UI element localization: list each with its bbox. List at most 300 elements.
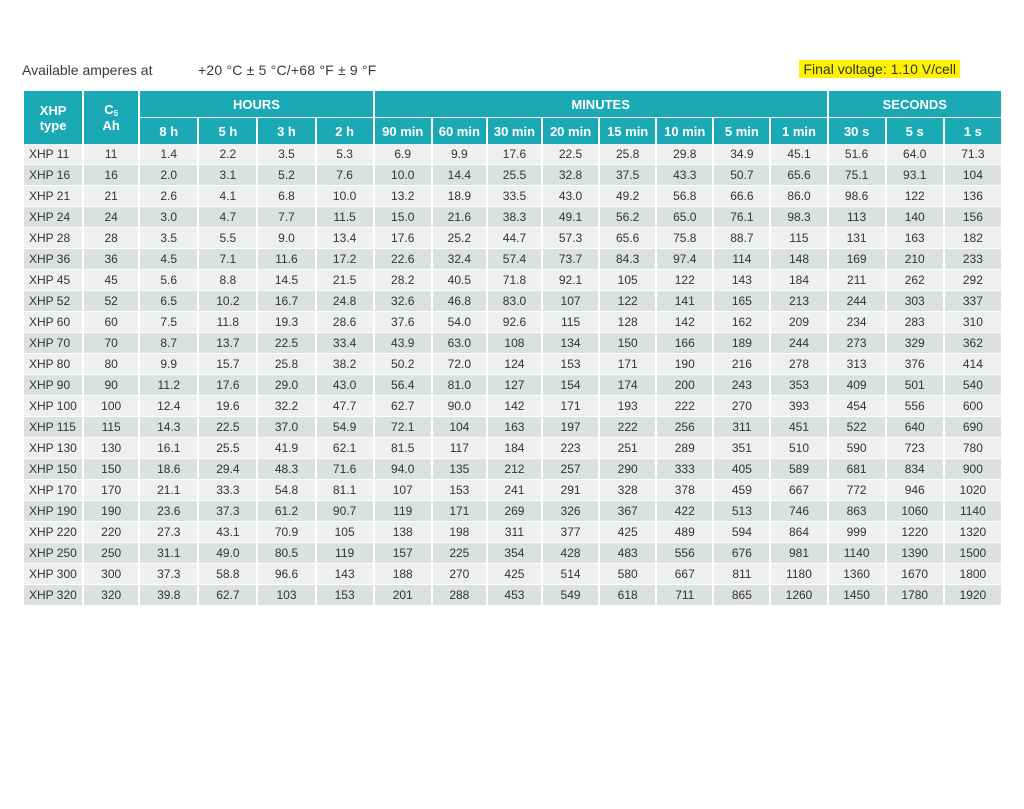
cell-amperes: 589	[771, 459, 826, 480]
cell-amperes: 393	[771, 396, 826, 417]
cell-amperes: 48.3	[258, 459, 314, 480]
cell-amperes: 414	[945, 354, 1001, 375]
cell-capacity: 300	[84, 564, 138, 585]
temperature-condition: +20 °C ± 5 °C/+68 °F ± 9 °F	[198, 62, 377, 78]
cell-amperes: 9.9	[140, 354, 197, 375]
cell-amperes: 62.7	[199, 585, 256, 606]
cell-amperes: 483	[600, 543, 655, 564]
header-subcol: 3 h	[258, 118, 314, 144]
cell-amperes: 489	[657, 522, 712, 543]
cell-amperes: 44.7	[488, 228, 541, 249]
cell-amperes: 71.6	[317, 459, 373, 480]
cell-amperes: 1.4	[140, 144, 197, 165]
cell-amperes: 556	[887, 396, 943, 417]
cell-amperes: 22.5	[258, 333, 314, 354]
cell-amperes: 333	[657, 459, 712, 480]
cell-amperes: 93.1	[887, 165, 943, 186]
cell-amperes: 15.7	[199, 354, 256, 375]
cell-amperes: 113	[829, 207, 885, 228]
cell-capacity: 115	[84, 417, 138, 438]
cell-amperes: 311	[488, 522, 541, 543]
cell-amperes: 50.2	[375, 354, 431, 375]
cell-amperes: 46.8	[433, 291, 486, 312]
cell-amperes: 3.5	[140, 228, 197, 249]
cell-amperes: 549	[543, 585, 598, 606]
table-row	[24, 354, 1001, 375]
cell-amperes: 946	[887, 480, 943, 501]
cell-amperes: 24.8	[317, 291, 373, 312]
cell-amperes: 57.3	[543, 228, 598, 249]
cell-amperes: 49.1	[543, 207, 598, 228]
header-subcol: 1 min	[771, 118, 826, 144]
cell-amperes: 864	[771, 522, 826, 543]
cell-amperes: 37.0	[258, 417, 314, 438]
cell-amperes: 8.8	[199, 270, 256, 291]
cell-amperes: 354	[488, 543, 541, 564]
cell-amperes: 5.2	[258, 165, 314, 186]
cell-amperes: 189	[714, 333, 769, 354]
header-subcol: 10 min	[657, 118, 712, 144]
table-row	[24, 186, 1001, 207]
cell-amperes: 667	[657, 564, 712, 585]
cell-amperes: 234	[829, 312, 885, 333]
cell-amperes: 188	[375, 564, 431, 585]
cell-amperes: 29.4	[199, 459, 256, 480]
cell-amperes: 72.0	[433, 354, 486, 375]
cell-amperes: 1020	[945, 480, 1001, 501]
cell-amperes: 283	[887, 312, 943, 333]
cell-amperes: 676	[714, 543, 769, 564]
cell-amperes: 122	[600, 291, 655, 312]
cell-amperes: 999	[829, 522, 885, 543]
cell-amperes: 162	[714, 312, 769, 333]
cell-amperes: 157	[375, 543, 431, 564]
cell-amperes: 1800	[945, 564, 1001, 585]
cell-amperes: 64.0	[887, 144, 943, 165]
cell-amperes: 7.5	[140, 312, 197, 333]
cell-amperes: 127	[488, 375, 541, 396]
cell-amperes: 233	[945, 249, 1001, 270]
table-row	[24, 333, 1001, 354]
cell-amperes: 22.5	[543, 144, 598, 165]
cell-amperes: 23.6	[140, 501, 197, 522]
cell-amperes: 640	[887, 417, 943, 438]
header-subcol: 60 min	[433, 118, 486, 144]
cell-amperes: 142	[657, 312, 712, 333]
cell-amperes: 58.8	[199, 564, 256, 585]
cell-amperes: 22.6	[375, 249, 431, 270]
cell-amperes: 216	[714, 354, 769, 375]
cell-amperes: 1360	[829, 564, 885, 585]
available-amperes-label: Available amperes at	[22, 62, 153, 78]
cell-amperes: 811	[714, 564, 769, 585]
cell-amperes: 590	[829, 438, 885, 459]
cell-amperes: 135	[433, 459, 486, 480]
table-row	[24, 270, 1001, 291]
cell-amperes: 289	[657, 438, 712, 459]
cell-amperes: 29.0	[258, 375, 314, 396]
cell-amperes: 8.7	[140, 333, 197, 354]
table-row	[24, 291, 1001, 312]
cell-amperes: 32.2	[258, 396, 314, 417]
cell-amperes: 213	[771, 291, 826, 312]
cell-amperes: 107	[375, 480, 431, 501]
table-row	[24, 522, 1001, 543]
cell-amperes: 104	[945, 165, 1001, 186]
cell-amperes: 723	[887, 438, 943, 459]
cell-type: XHP 80	[24, 354, 82, 375]
cell-amperes: 62.7	[375, 396, 431, 417]
cell-amperes: 25.5	[488, 165, 541, 186]
cell-amperes: 73.7	[543, 249, 598, 270]
cell-amperes: 428	[543, 543, 598, 564]
cell-amperes: 19.3	[258, 312, 314, 333]
cell-capacity: 220	[84, 522, 138, 543]
cell-amperes: 1060	[887, 501, 943, 522]
cell-amperes: 13.4	[317, 228, 373, 249]
cell-amperes: 140	[887, 207, 943, 228]
cell-amperes: 292	[945, 270, 1001, 291]
header-subcol: 5 h	[199, 118, 256, 144]
header-group-hours: HOURS	[140, 91, 372, 118]
header-subcol: 15 min	[600, 118, 655, 144]
cell-amperes: 405	[714, 459, 769, 480]
cell-amperes: 5.6	[140, 270, 197, 291]
cell-amperes: 270	[433, 564, 486, 585]
cell-amperes: 2.2	[199, 144, 256, 165]
cell-amperes: 45.1	[771, 144, 826, 165]
cell-amperes: 43.9	[375, 333, 431, 354]
cell-amperes: 262	[887, 270, 943, 291]
table-row	[24, 543, 1001, 564]
cell-capacity: 21	[84, 186, 138, 207]
cell-amperes: 81.5	[375, 438, 431, 459]
cell-amperes: 780	[945, 438, 1001, 459]
cell-amperes: 51.6	[829, 144, 885, 165]
cell-amperes: 243	[714, 375, 769, 396]
cell-amperes: 210	[887, 249, 943, 270]
cell-amperes: 6.9	[375, 144, 431, 165]
cell-amperes: 122	[887, 186, 943, 207]
header-subcol: 90 min	[375, 118, 431, 144]
cell-amperes: 326	[543, 501, 598, 522]
header-subcol: 5 min	[714, 118, 769, 144]
cell-amperes: 711	[657, 585, 712, 606]
cell-amperes: 43.0	[317, 375, 373, 396]
cell-amperes: 122	[657, 270, 712, 291]
cell-amperes: 241	[488, 480, 541, 501]
cell-type: XHP 24	[24, 207, 82, 228]
cell-amperes: 225	[433, 543, 486, 564]
cell-amperes: 17.6	[199, 375, 256, 396]
cell-amperes: 11.2	[140, 375, 197, 396]
cell-amperes: 75.8	[657, 228, 712, 249]
cell-amperes: 80.5	[258, 543, 314, 564]
header-subcol: 20 min	[543, 118, 598, 144]
cell-amperes: 90.0	[433, 396, 486, 417]
cell-capacity: 100	[84, 396, 138, 417]
cell-amperes: 12.4	[140, 396, 197, 417]
cell-amperes: 311	[714, 417, 769, 438]
cell-amperes: 15.0	[375, 207, 431, 228]
cell-amperes: 409	[829, 375, 885, 396]
cell-amperes: 313	[829, 354, 885, 375]
table-row	[24, 207, 1001, 228]
cell-amperes: 18.6	[140, 459, 197, 480]
cell-amperes: 257	[543, 459, 598, 480]
cell-capacity: 70	[84, 333, 138, 354]
cell-amperes: 425	[488, 564, 541, 585]
cell-amperes: 454	[829, 396, 885, 417]
cell-capacity: 130	[84, 438, 138, 459]
cell-type: XHP 36	[24, 249, 82, 270]
cell-amperes: 150	[600, 333, 655, 354]
cell-amperes: 14.4	[433, 165, 486, 186]
cell-amperes: 94.0	[375, 459, 431, 480]
cell-type: XHP 130	[24, 438, 82, 459]
cell-amperes: 72.1	[375, 417, 431, 438]
cell-amperes: 7.6	[317, 165, 373, 186]
cell-type: XHP 300	[24, 564, 82, 585]
cell-amperes: 6.8	[258, 186, 314, 207]
cell-amperes: 21.5	[317, 270, 373, 291]
header-type-line1: XHP	[39, 102, 67, 118]
cell-amperes: 865	[714, 585, 769, 606]
cell-amperes: 746	[771, 501, 826, 522]
cell-amperes: 772	[829, 480, 885, 501]
cell-amperes: 148	[771, 249, 826, 270]
cell-amperes: 329	[887, 333, 943, 354]
header-capacity-unit: Ah	[102, 118, 120, 133]
cell-amperes: 54.0	[433, 312, 486, 333]
header-type	[24, 91, 82, 144]
header-capacity	[84, 91, 138, 144]
cell-amperes: 290	[600, 459, 655, 480]
cell-capacity: 52	[84, 291, 138, 312]
cell-amperes: 1140	[945, 501, 1001, 522]
cell-amperes: 56.2	[600, 207, 655, 228]
cell-capacity: 60	[84, 312, 138, 333]
cell-type: XHP 190	[24, 501, 82, 522]
table-row	[24, 165, 1001, 186]
cell-capacity: 16	[84, 165, 138, 186]
cell-amperes: 25.5	[199, 438, 256, 459]
cell-amperes: 90.7	[317, 501, 373, 522]
cell-amperes: 14.3	[140, 417, 197, 438]
cell-amperes: 981	[771, 543, 826, 564]
cell-amperes: 29.8	[657, 144, 712, 165]
cell-amperes: 25.2	[433, 228, 486, 249]
cell-amperes: 7.7	[258, 207, 314, 228]
cell-amperes: 17.6	[488, 144, 541, 165]
cell-amperes: 13.7	[199, 333, 256, 354]
cell-amperes: 9.9	[433, 144, 486, 165]
cell-amperes: 3.5	[258, 144, 314, 165]
cell-amperes: 115	[543, 312, 598, 333]
cell-amperes: 33.5	[488, 186, 541, 207]
cell-amperes: 84.3	[600, 249, 655, 270]
cell-amperes: 119	[375, 501, 431, 522]
cell-amperes: 251	[600, 438, 655, 459]
cell-capacity: 36	[84, 249, 138, 270]
cell-amperes: 1320	[945, 522, 1001, 543]
amperes-table	[22, 91, 1003, 606]
cell-amperes: 163	[887, 228, 943, 249]
cell-type: XHP 11	[24, 144, 82, 165]
cell-amperes: 514	[543, 564, 598, 585]
cell-amperes: 288	[433, 585, 486, 606]
cell-amperes: 4.5	[140, 249, 197, 270]
cell-capacity: 190	[84, 501, 138, 522]
cell-capacity: 24	[84, 207, 138, 228]
cell-amperes: 422	[657, 501, 712, 522]
cell-amperes: 70.9	[258, 522, 314, 543]
cell-amperes: 459	[714, 480, 769, 501]
cell-amperes: 353	[771, 375, 826, 396]
cell-amperes: 2.6	[140, 186, 197, 207]
cell-amperes: 1450	[829, 585, 885, 606]
cell-amperes: 16.1	[140, 438, 197, 459]
cell-amperes: 166	[657, 333, 712, 354]
cell-amperes: 34.9	[714, 144, 769, 165]
cell-amperes: 66.6	[714, 186, 769, 207]
cell-amperes: 97.4	[657, 249, 712, 270]
cell-amperes: 278	[771, 354, 826, 375]
cell-amperes: 451	[771, 417, 826, 438]
cell-amperes: 863	[829, 501, 885, 522]
cell-amperes: 50.7	[714, 165, 769, 186]
cell-amperes: 209	[771, 312, 826, 333]
cell-amperes: 377	[543, 522, 598, 543]
cell-amperes: 37.6	[375, 312, 431, 333]
table-row	[24, 480, 1001, 501]
cell-amperes: 212	[488, 459, 541, 480]
cell-amperes: 17.6	[375, 228, 431, 249]
cell-amperes: 5.5	[199, 228, 256, 249]
header-capacity-subscript: 5	[113, 109, 119, 118]
cell-amperes: 7.1	[199, 249, 256, 270]
cell-amperes: 618	[600, 585, 655, 606]
cell-amperes: 556	[657, 543, 712, 564]
cell-amperes: 667	[771, 480, 826, 501]
cell-amperes: 134	[543, 333, 598, 354]
cell-amperes: 900	[945, 459, 1001, 480]
cell-amperes: 222	[657, 396, 712, 417]
cell-amperes: 222	[600, 417, 655, 438]
cell-amperes: 117	[433, 438, 486, 459]
cell-amperes: 4.7	[199, 207, 256, 228]
cell-amperes: 198	[433, 522, 486, 543]
cell-amperes: 103	[258, 585, 314, 606]
cell-amperes: 378	[657, 480, 712, 501]
cell-amperes: 4.1	[199, 186, 256, 207]
cell-amperes: 65.6	[600, 228, 655, 249]
cell-amperes: 114	[714, 249, 769, 270]
cell-amperes: 156	[945, 207, 1001, 228]
cell-amperes: 310	[945, 312, 1001, 333]
cell-amperes: 107	[543, 291, 598, 312]
cell-amperes: 171	[543, 396, 598, 417]
cell-amperes: 522	[829, 417, 885, 438]
cell-amperes: 13.2	[375, 186, 431, 207]
cell-type: XHP 21	[24, 186, 82, 207]
cell-capacity: 90	[84, 375, 138, 396]
cell-amperes: 153	[543, 354, 598, 375]
cell-amperes: 128	[600, 312, 655, 333]
cell-amperes: 28.2	[375, 270, 431, 291]
cell-amperes: 171	[600, 354, 655, 375]
cell-amperes: 33.3	[199, 480, 256, 501]
cell-amperes: 501	[887, 375, 943, 396]
cell-amperes: 61.2	[258, 501, 314, 522]
table-row	[24, 501, 1001, 522]
cell-amperes: 362	[945, 333, 1001, 354]
cell-amperes: 153	[433, 480, 486, 501]
cell-amperes: 54.8	[258, 480, 314, 501]
cell-amperes: 269	[488, 501, 541, 522]
cell-amperes: 47.7	[317, 396, 373, 417]
cell-amperes: 104	[433, 417, 486, 438]
cell-amperes: 138	[375, 522, 431, 543]
cell-amperes: 201	[375, 585, 431, 606]
table-row	[24, 564, 1001, 585]
cell-capacity: 170	[84, 480, 138, 501]
cell-type: XHP 90	[24, 375, 82, 396]
cell-amperes: 38.3	[488, 207, 541, 228]
cell-amperes: 86.0	[771, 186, 826, 207]
cell-type: XHP 28	[24, 228, 82, 249]
cell-amperes: 17.2	[317, 249, 373, 270]
cell-amperes: 37.3	[140, 564, 197, 585]
cell-amperes: 834	[887, 459, 943, 480]
header-group-minutes: MINUTES	[375, 91, 827, 118]
cell-amperes: 115	[771, 228, 826, 249]
cell-amperes: 142	[488, 396, 541, 417]
cell-amperes: 22.5	[199, 417, 256, 438]
cell-amperes: 83.0	[488, 291, 541, 312]
cell-amperes: 65.6	[771, 165, 826, 186]
cell-amperes: 10.2	[199, 291, 256, 312]
table-row	[24, 228, 1001, 249]
cell-amperes: 19.6	[199, 396, 256, 417]
cell-amperes: 184	[771, 270, 826, 291]
cell-amperes: 81.0	[433, 375, 486, 396]
cell-amperes: 1140	[829, 543, 885, 564]
cell-amperes: 10.0	[317, 186, 373, 207]
cell-amperes: 1390	[887, 543, 943, 564]
final-voltage-note: Final voltage: 1.10 V/cell	[799, 60, 960, 78]
cell-amperes: 14.5	[258, 270, 314, 291]
cell-amperes: 21.6	[433, 207, 486, 228]
cell-amperes: 351	[714, 438, 769, 459]
cell-amperes: 143	[317, 564, 373, 585]
cell-amperes: 31.1	[140, 543, 197, 564]
cell-amperes: 136	[945, 186, 1001, 207]
cell-amperes: 6.5	[140, 291, 197, 312]
cell-amperes: 171	[433, 501, 486, 522]
cell-amperes: 163	[488, 417, 541, 438]
cell-amperes: 328	[600, 480, 655, 501]
cell-amperes: 25.8	[258, 354, 314, 375]
cell-amperes: 153	[317, 585, 373, 606]
cell-capacity: 11	[84, 144, 138, 165]
table-row	[24, 144, 1001, 165]
cell-amperes: 56.4	[375, 375, 431, 396]
cell-amperes: 141	[657, 291, 712, 312]
table-row	[24, 417, 1001, 438]
cell-amperes: 92.6	[488, 312, 541, 333]
cell-amperes: 5.3	[317, 144, 373, 165]
